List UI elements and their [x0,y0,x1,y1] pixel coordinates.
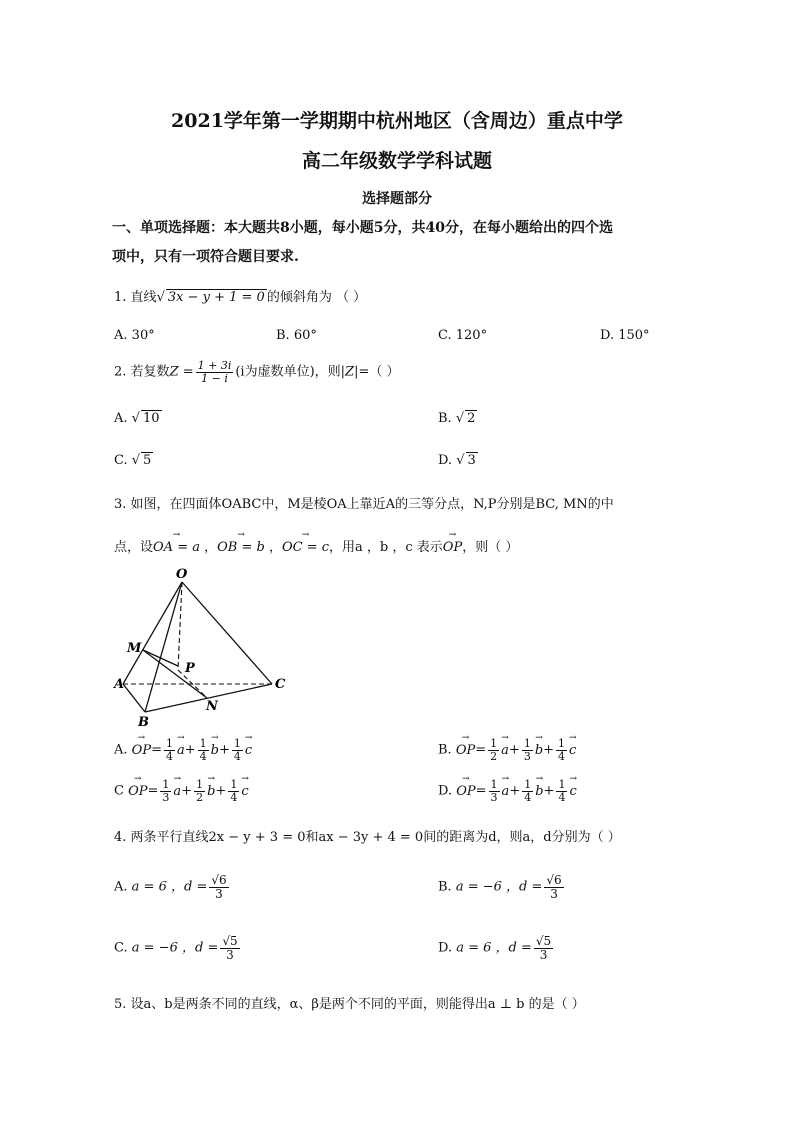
q3-option-b: B. → OP= $\frac{1}{2}$ → a+ $\frac{1}{3}$ → b+ $\frac{1}{4}$ → c [438,738,576,762]
q1-option-c: C. 120° [438,328,488,343]
question-1: 1. 直线√ 3x − y + 1 = 0 的倾斜角为 （ ） [114,290,367,305]
page-title: 2021学年第一学期期中杭州地区（含周边）重点中学 [171,110,623,132]
q2-option-a: A. √ 10 [114,411,160,426]
page-subtitle: 高二年级数学学科试题 [301,150,492,172]
question-4: 4. 两条平行直线2x − y + 3 = 0和ax − 3y + 4 = 0间的距离为d，则a，d分别为（ ） [114,830,621,845]
q3-option-c: C → OP= $\frac{1}{3}$ → a+ $\frac{1}{2}$ → b+ $\frac{1}{4}$ → c [114,779,249,803]
label-b: B [138,715,149,730]
q1-option-d: D. 150° [600,328,650,343]
question-3-line2: 点，设→ OA = a ，→ OB = b ，→ OC = c，用a ，b ，c 表示→ OP，则（ ） [114,536,518,555]
section-heading-line1: 一、单项选择题：本大题共8小题，每小题5分，共40分，在每小题给出的四个选 [112,220,613,236]
q4-option-b: B. a = −6 ，d = $\frac{√6}{3}$ [438,873,562,901]
label-a: A [114,677,125,692]
q1-option-b: B. 60° [276,328,317,343]
label-n: N [206,699,218,714]
label-p: P [185,661,195,676]
q2-option-b: B. √ 2 [438,411,476,426]
tetrahedron-figure [112,564,302,730]
q4-option-c: C. a = −6 ，d = $\frac{√5}{3}$ [114,934,238,962]
question-3-line1: 3. 如图，在四面体OABC中，M是棱OA上靠近A的三等分点，N,P分别是BC, MN的中 [114,497,614,512]
q2-option-d: D. √ 3 [438,453,476,468]
label-m: M [127,641,142,656]
q3-option-a: A. → OP= $\frac{1}{4}$ → a+ $\frac{1}{4}$ → b+ $\frac{1}{4}$ → c [114,738,252,762]
label-c: C [275,677,286,692]
q4-option-d: D. a = 6 ，d = $\frac{√5}{3}$ [438,934,552,962]
question-2: 2. 若复数Z = $\frac{1 + 3i}{1 - i}$ (i为虚数单位)，则|Z|=（ ） [114,359,400,385]
q4-option-a: A. a = 6 ，d = $\frac{√6}{3}$ [114,873,227,901]
question-5: 5. 设a、b是两条不同的直线，α、β是两个不同的平面，则能得出a ⊥ b 的是（ ） [114,997,585,1012]
q2-option-c: C. √ 5 [114,453,152,468]
part-heading: 选择题部分 [362,191,432,207]
section-heading-line2: 项中，只有一项符合题目要求. [112,249,299,265]
q1-option-a: A. 30° [114,328,155,343]
q3-option-d: D. → OP= $\frac{1}{3}$ → a+ $\frac{1}{4}$ → b+ $\frac{1}{4}$ → c [438,779,577,803]
label-o: O [176,567,188,582]
